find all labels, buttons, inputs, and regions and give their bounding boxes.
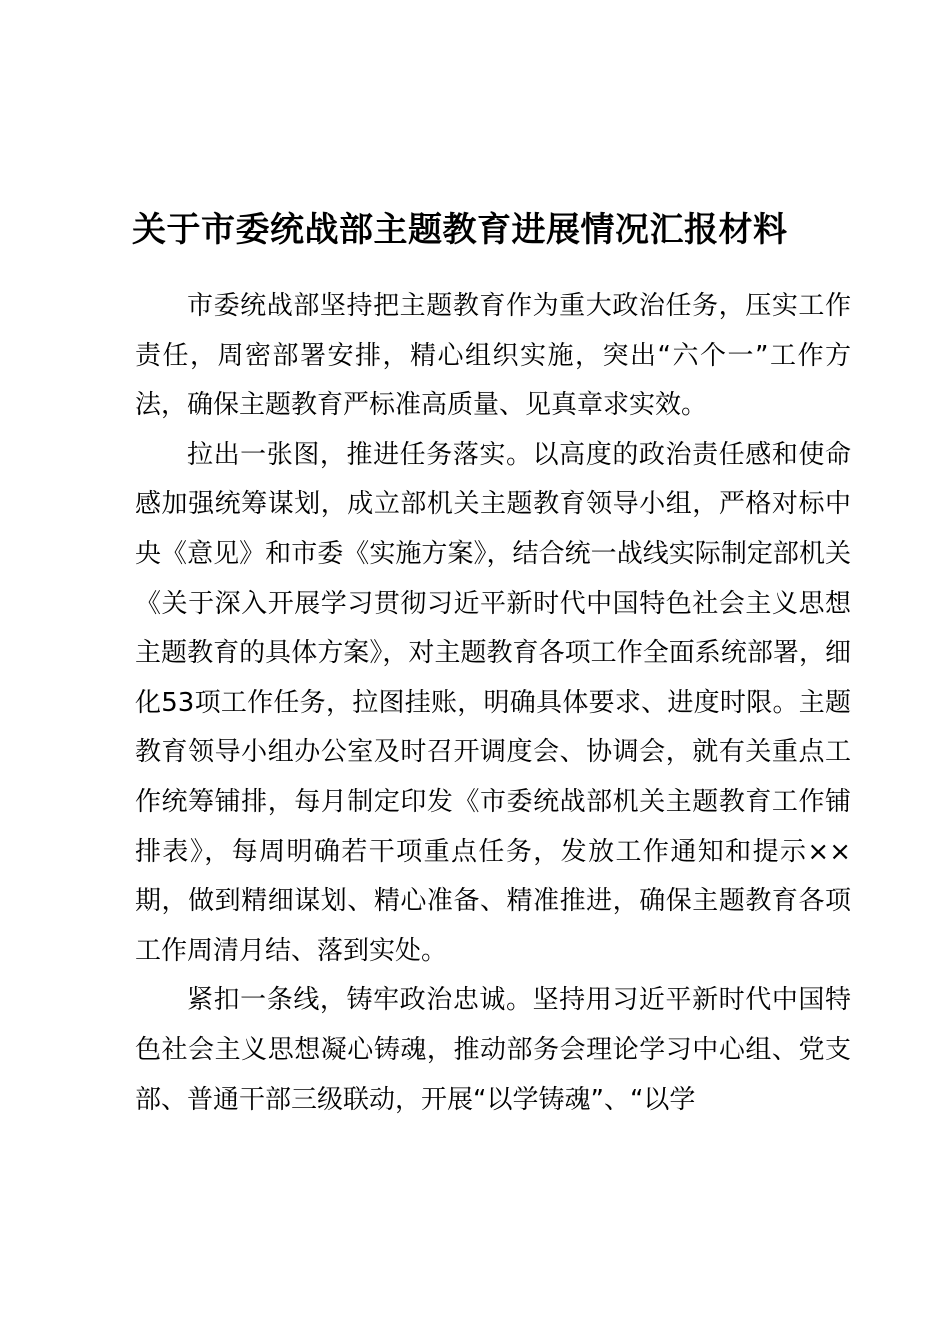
document-title: 关于市委统战部主题教育进展情况汇报材料 [132, 210, 788, 250]
document-body [135, 282, 851, 1125]
paragraph-task-planning: 拉出一张图，推进任务落实。以高度的政治责任感和使命感加强统筹谋划，成立部机关主题教育领导小组，严格对标中央《意见》和市委《实施方案》，结合统一战线实际制定部机关《关于深入开展学习贯彻习近平新时代中国特色社会主义思想主题教育的具体方案》，对主题教育各项工作全面系统部署，细化53项工作任务，拉图挂账，明确具体要求、进度时限。主题教育领导小组办公室及时召开调度会、协调会，就有关重点工作统筹铺排，每月制定印发《市委统战部机关主题教育工作铺排表》，每周明确若干项重点任务，发放工作通知和提示××期，做到精细谋划、精心准备、精准推进，确保主题教育各项工作周清月结、落到实处。 [135, 439, 851, 966]
paragraph-intro: 市委统战部坚持把主题教育作为重大政治任务，压实工作责任，周密部署安排，精心组织实施，突出“六个一”工作方法，确保主题教育严标准高质量、见真章求实效。 [135, 291, 851, 421]
paragraph-political-loyalty: 紧扣一条线，铸牢政治忠诚。坚持用习近平新时代中国特色社会主义思想凝心铸魂，推动部务会理论学习中心组、党支部、普通干部三级联动，开展“以学铸魂”、“以学 [135, 985, 851, 1115]
